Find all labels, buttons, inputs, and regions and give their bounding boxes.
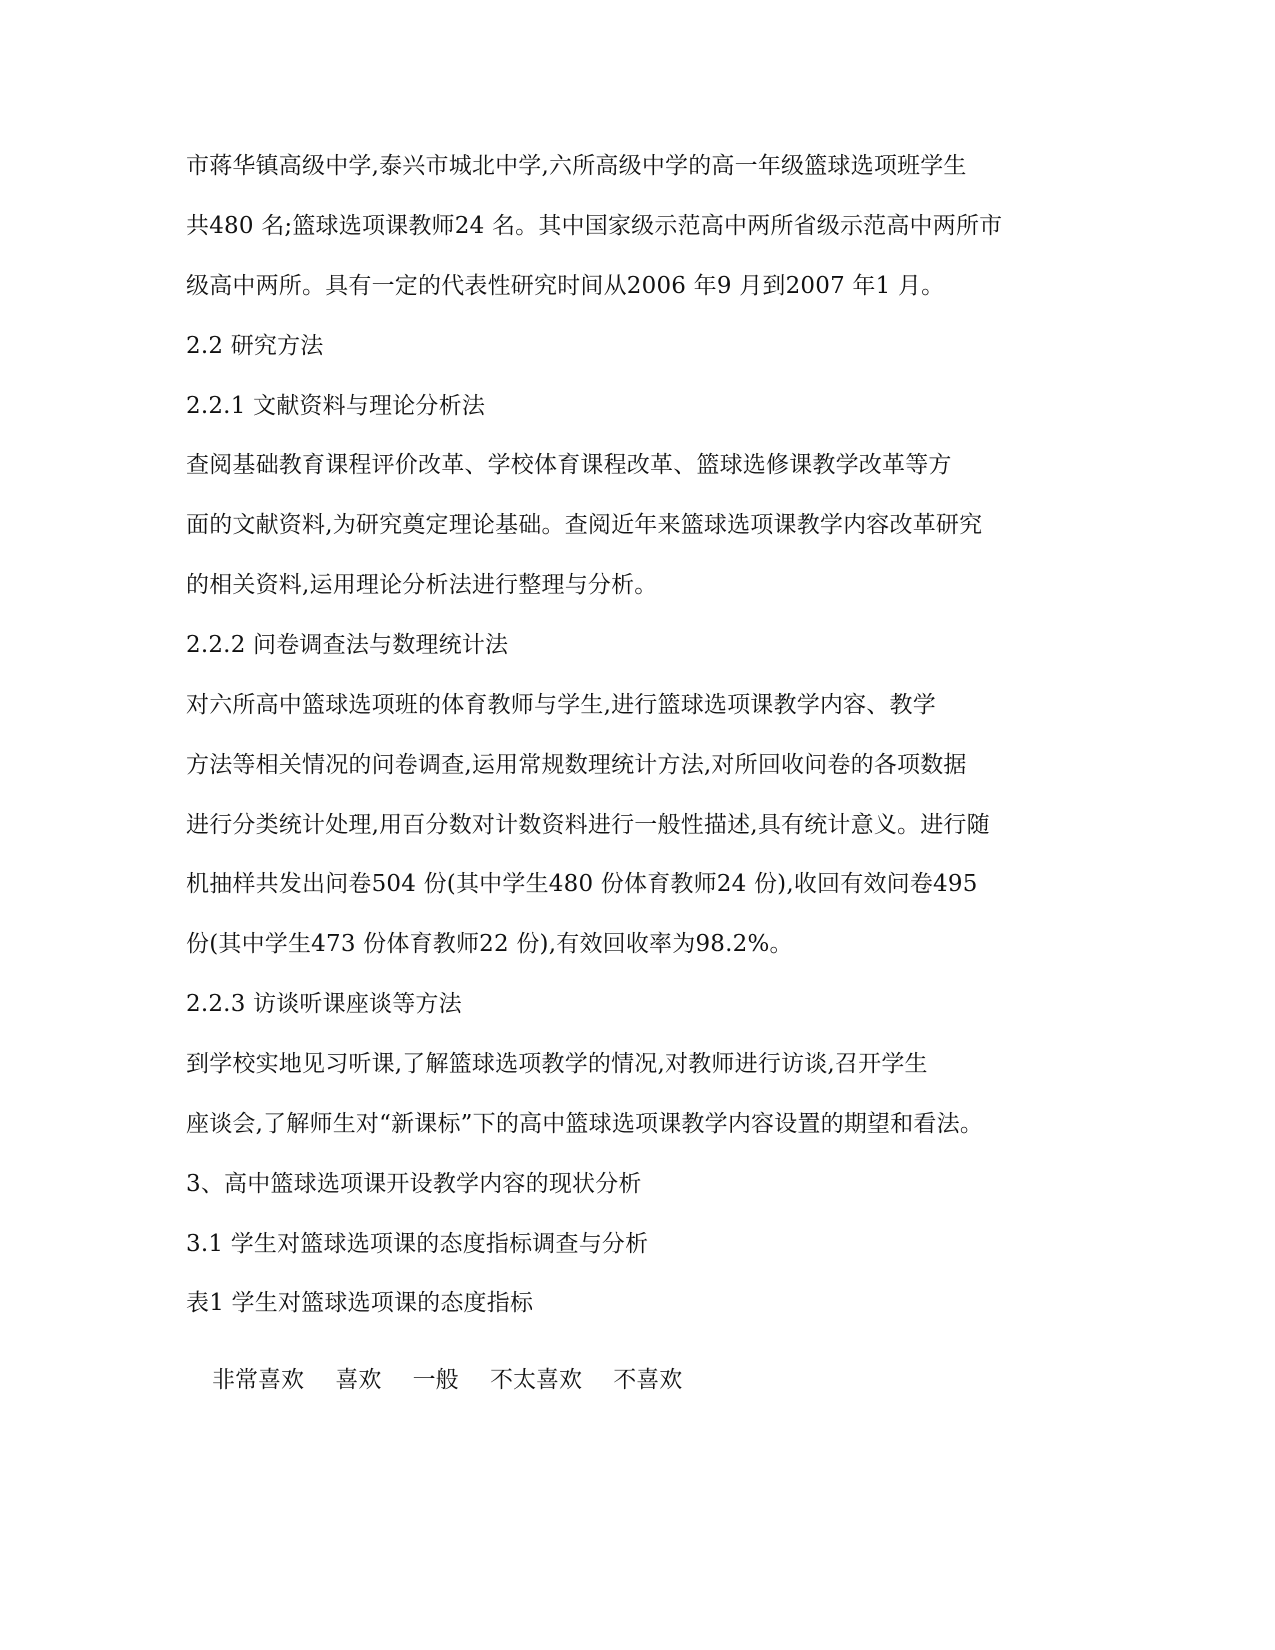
text-line: 方法等相关情况的问卷调查,运用常规数理统计方法,对所回收问卷的各项数据 xyxy=(186,752,967,778)
table-header-cell: 不喜欢 xyxy=(613,1367,683,1393)
text-line: 面的文献资料,为研究奠定理论基础。查阅近年来篮球选项课教学内容改革研究 xyxy=(186,512,983,538)
text-line: 查阅基础教育课程评价改革、学校体育课程改革、篮球选修课教学改革等方 xyxy=(186,452,952,478)
text-line: 机抽样共发出问卷504 份(其中学生480 份体育教师24 份),收回有效问卷495 xyxy=(186,871,978,897)
table-caption: 表1 学生对篮球选项课的态度指标 xyxy=(186,1290,534,1316)
subsection-heading: 2.2.1 文献资料与理论分析法 xyxy=(186,393,486,419)
text-line: 的相关资料,运用理论分析法进行整理与分析。 xyxy=(186,572,658,598)
text-line: 到学校实地见习听课,了解篮球选项教学的情况,对教师进行访谈,召开学生 xyxy=(186,1051,928,1077)
table-header-cell: 非常喜欢 xyxy=(212,1367,304,1393)
text-line: 座谈会,了解师生对“新课标”下的高中篮球选项课教学内容设置的期望和看法。 xyxy=(186,1111,984,1137)
table-header-cell: 喜欢 xyxy=(335,1367,382,1393)
table-header-cell: 一般 xyxy=(412,1367,459,1393)
text-line: 对六所高中篮球选项班的体育教师与学生,进行篮球选项课教学内容、教学 xyxy=(186,692,936,718)
text-line: 进行分类统计处理,用百分数对计数资料进行一般性描述,具有统计意义。进行随 xyxy=(186,812,990,838)
chapter-heading: 3、高中篮球选项课开设教学内容的现状分析 xyxy=(186,1171,642,1197)
subsection-heading: 2.2.2 问卷调查法与数理统计法 xyxy=(186,632,509,658)
section-heading: 2.2 研究方法 xyxy=(186,333,324,359)
text-line: 级高中两所。具有一定的代表性研究时间从2006 年9 月到2007 年1 月。 xyxy=(186,273,945,299)
subsection-heading: 2.2.3 访谈听课座谈等方法 xyxy=(186,991,462,1017)
text-line: 共480 名;篮球选项课教师24 名。其中国家级示范高中两所省级示范高中两所市 xyxy=(186,213,1003,239)
text-line: 市蒋华镇高级中学,泰兴市城北中学,六所高级中学的高一年级篮球选项班学生 xyxy=(186,153,967,179)
table-header-cell: 不太喜欢 xyxy=(489,1367,582,1393)
text-line: 份(其中学生473 份体育教师22 份),有效回收率为98.2%。 xyxy=(186,931,793,957)
section-heading: 3.1 学生对篮球选项课的态度指标调查与分析 xyxy=(186,1231,649,1257)
table-header-row xyxy=(212,1365,706,1395)
